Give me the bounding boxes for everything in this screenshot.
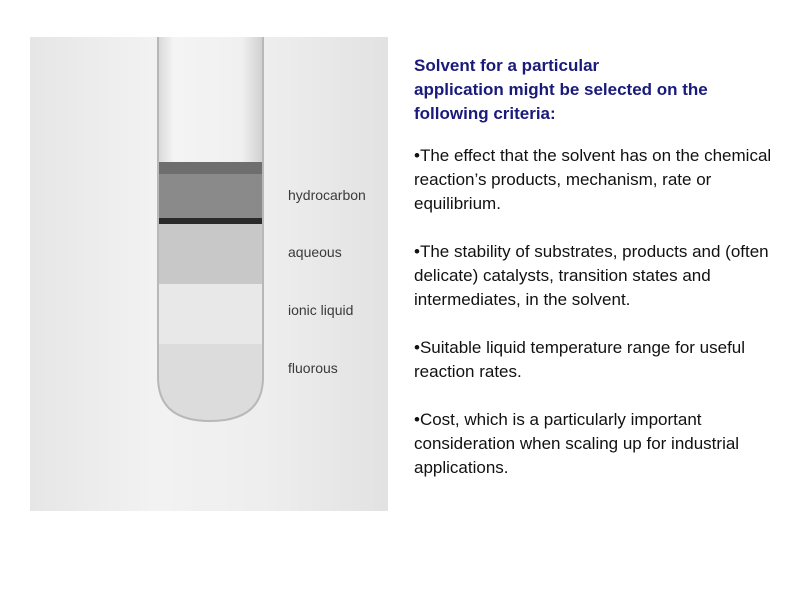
criteria-text-panel [414,54,784,504]
bullet-stability: •The stability of substrates, products and (often delicate) catalysts, transition states and intermediates, in the solvent. [414,242,769,309]
hydrocarbon-meniscus [158,162,263,174]
bullet-temperature-range: •Suitable liquid temperature range for useful reaction rates. [414,338,746,381]
slide-heading [414,54,784,126]
test-tube-photo [30,37,388,511]
label-aqueous: aqueous [288,244,342,260]
interface-line [158,218,263,224]
label-hydrocarbon: hydrocarbon [288,187,366,203]
bullet-solvent-effect: •The effect that the solvent has on the chemical reaction’s products, mechanism, rate or equilibrium. [414,146,772,213]
label-ionic-liquid: ionic liquid [288,302,354,318]
hydrocarbon-layer [158,174,263,220]
label-fluorous: fluorous [288,360,338,376]
test-tube-illustration [30,37,388,511]
heading-line-1: Solvent for a particular [414,56,600,75]
bullet-cost: •Cost, which is a particularly important consideration when scaling up for industrial applications. [414,410,740,477]
heading-line-3: following criteria: [414,104,556,123]
ionic-liquid-layer [158,284,263,344]
aqueous-layer [158,224,263,284]
heading-line-2: application might be selected on the [414,80,708,99]
